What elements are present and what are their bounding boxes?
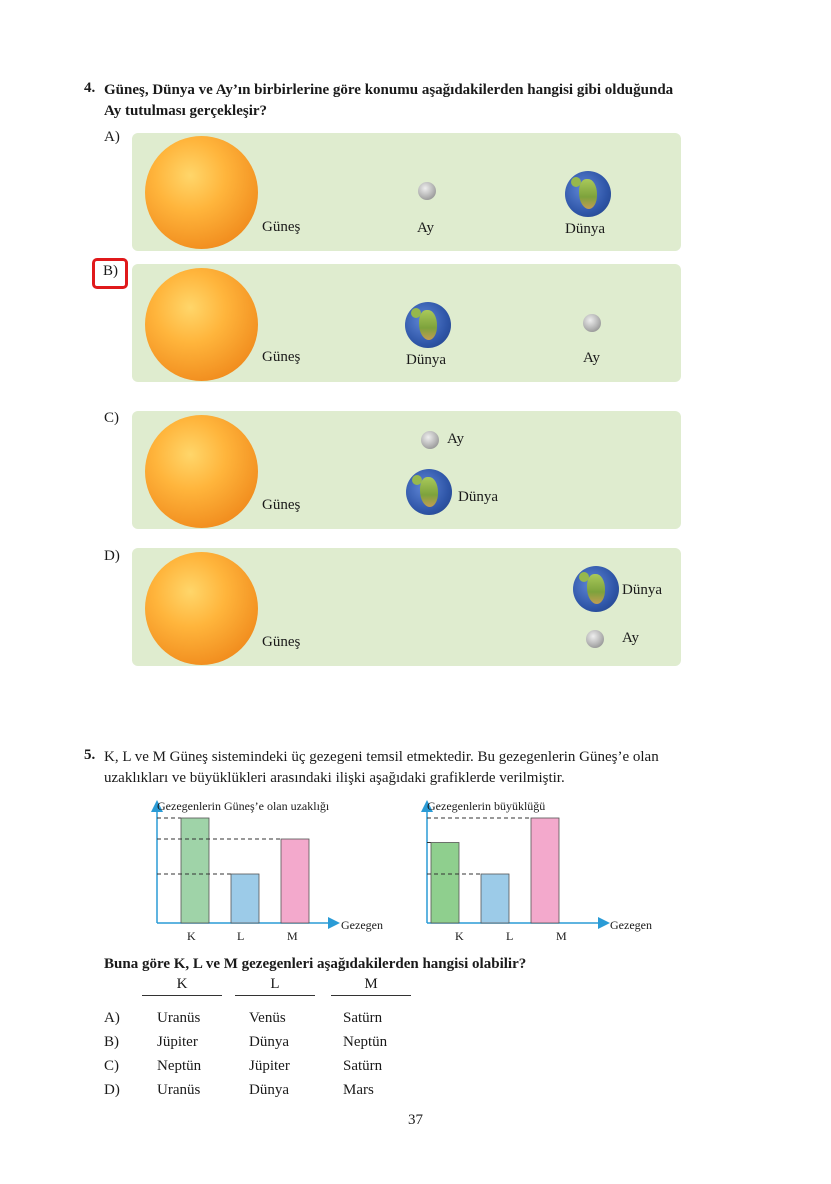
cell-m: Satürn [343, 1058, 383, 1074]
cell-m: Neptün [343, 1034, 388, 1050]
earth-label: Dünya [458, 489, 498, 505]
size-chart-title: Gezegenlerin büyüklüğü [427, 799, 546, 813]
size-chart-tick-m: M [556, 929, 567, 943]
row-letter: B) [104, 1034, 119, 1050]
bar-k [431, 843, 459, 924]
sun-icon [145, 136, 258, 249]
cell-k: Uranüs [157, 1010, 201, 1026]
size-chart-tick-k: K [455, 929, 464, 943]
sun-icon [145, 268, 258, 381]
size-chart [427, 803, 607, 923]
column-rule [235, 995, 315, 996]
column-rule [331, 995, 411, 996]
sun-label: Güneş [262, 349, 301, 365]
bar-m [281, 839, 309, 923]
earth-icon [565, 171, 611, 217]
moon-icon [421, 431, 439, 449]
row-letter: D) [104, 1082, 120, 1098]
distance-chart-title: Gezegenlerin Güneş’e olan uzaklığı [157, 799, 330, 813]
option-d-panel[interactable] [132, 548, 681, 666]
cell-l: Dünya [249, 1034, 289, 1050]
cell-l: Venüs [249, 1010, 286, 1026]
distance-chart [157, 803, 337, 923]
cell-k: Uranüs [157, 1082, 201, 1098]
option-d-letter[interactable]: D) [104, 548, 120, 564]
moon-icon [583, 314, 601, 332]
option-b-panel[interactable] [132, 264, 681, 382]
option-a-panel[interactable] [132, 133, 681, 251]
sun-label: Güneş [262, 634, 301, 650]
bar-l [231, 874, 259, 923]
page-number: 37 [408, 1112, 423, 1128]
sun-icon [145, 552, 258, 665]
bar-l [481, 874, 509, 923]
moon-label: Ay [447, 431, 464, 447]
bar-k [181, 818, 209, 923]
earth-icon [405, 302, 451, 348]
size-chart-xlabel: Gezegen [610, 918, 652, 932]
option-b-letter[interactable]: B) [103, 263, 118, 279]
question-5-number: 5. [84, 747, 96, 763]
cell-m: Mars [343, 1082, 374, 1098]
sun-icon [145, 415, 258, 528]
cell-k: Jüpiter [157, 1034, 198, 1050]
earth-label: Dünya [406, 352, 446, 368]
size-chart-tick-l: L [506, 929, 514, 943]
moon-icon [586, 630, 604, 648]
option-c-panel[interactable] [132, 411, 681, 529]
moon-label: Ay [417, 220, 434, 236]
distance-chart-xlabel: Gezegen [341, 918, 383, 932]
sun-label: Güneş [262, 497, 301, 513]
bar-m [531, 818, 559, 923]
column-header-k: K [176, 976, 188, 992]
question-5-text [104, 747, 744, 789]
earth-label: Dünya [565, 221, 605, 237]
moon-label: Ay [583, 350, 600, 366]
row-letter: A) [104, 1010, 120, 1026]
question-5-line-2: uzaklıkları ve büyüklükleri arasındaki ilişki aşağıdaki grafiklerde verilmiştir. [104, 770, 565, 786]
distance-chart-tick-m: M [287, 929, 298, 943]
column-header-m: M [364, 976, 378, 992]
option-a-letter[interactable]: A) [104, 129, 120, 145]
distance-chart-tick-l: L [237, 929, 245, 943]
option-c-letter[interactable]: C) [104, 410, 119, 426]
question-4-line-1: Güneş, Dünya ve Ay’ın birbirlerine göre konumu aşağıdakilerden hangisi gibi olduğunda [104, 82, 674, 98]
earth-icon [573, 566, 619, 612]
moon-icon [418, 182, 436, 200]
question-4-text [104, 80, 744, 122]
sun-label: Güneş [262, 219, 301, 235]
cell-l: Dünya [249, 1082, 289, 1098]
earth-icon [406, 469, 452, 515]
column-rule [142, 995, 222, 996]
cell-l: Jüpiter [249, 1058, 290, 1074]
charts-area [140, 795, 660, 945]
question-4-line-2: Ay tutulması gerçekleşir? [104, 103, 268, 119]
moon-label: Ay [622, 630, 639, 646]
earth-label: Dünya [622, 582, 662, 598]
question-5-line-1: K, L ve M Güneş sistemindeki üç gezegeni temsil etmektedir. Bu gezegenlerin Güneş’e olan [104, 749, 659, 765]
column-header-l: L [270, 976, 280, 992]
question-4-number: 4. [84, 80, 96, 96]
cell-k: Neptün [157, 1058, 202, 1074]
distance-chart-tick-k: K [187, 929, 196, 943]
question-5-prompt: Buna göre K, L ve M gezegenleri aşağıdakilerden hangisi olabilir? [104, 956, 527, 972]
row-letter: C) [104, 1058, 119, 1074]
cell-m: Satürn [343, 1010, 383, 1026]
